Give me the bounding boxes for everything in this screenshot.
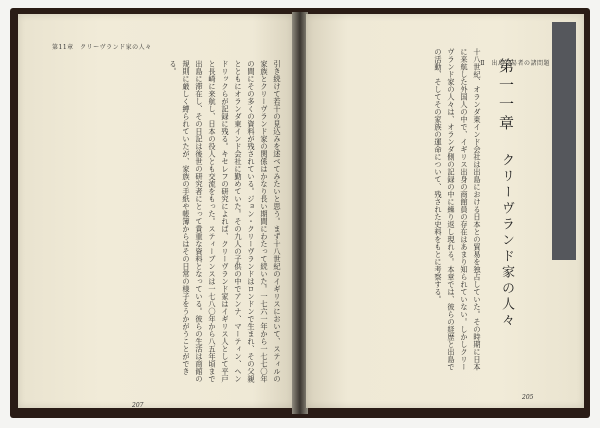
left-page-body: 引き続けて若干の見込みを述べてみたいと思う。まず十八世紀のイギリスにおいて、スティルの家族とクリーヴランド家の関係はかなり長い期間にわたって続いた。一七六一年から一七七〇年の間にその多くの資料が残されている。ジョン・クリーヴランドはロンドンで生まれ、その父親とともにオランダ東インド会社に勤めていた。その九人の子供の中でアンナ、マーティン、ヘンドリックらが記録に残る。キセレフの研究によれば、クリーヴランド家はイギリス人として平戸と長崎に来航し、日本の役人とも交流をもった。スティーブンスは一七八〇年から八五年頃まで出島に滞在し、その日記は後世の研究者にとって貴重な資料となっている。彼らの生活は商館の規則に厳しく縛られていたが、家族の手紙や帳簿からはその日常の様子をうかがうことができる。 xyxy=(169,60,282,383)
right-page xyxy=(306,14,584,408)
running-head-left: 第11章 クリーヴランド家の人々 xyxy=(52,44,152,51)
page-number-left: 207 xyxy=(132,402,144,409)
chapter-title: クリーヴランド家の人々 xyxy=(499,153,514,330)
chapter-number: 第一一章 xyxy=(497,58,515,134)
page-edge-marker xyxy=(552,22,576,260)
chapter-heading xyxy=(496,58,517,329)
running-head-right: Ⅱ 出島交易者の諸問題 xyxy=(480,60,550,67)
left-page xyxy=(18,14,294,408)
right-page-body: 十八世紀、オランダ東インド会社は出島における日本との貿易を独占していた。その時期に日本に来航した外国人の中で、イギリス出身の商館員の存在はあまり知られていない。しかしクリーヴランド家の人々は、オランダ側の記録の中に繰り返し現れる。本章では、彼らの経歴と出島での活動、そしてその家族の運命について、残された史料をもとに考察する。 xyxy=(434,48,482,371)
page-number-right: 205 xyxy=(522,394,534,401)
